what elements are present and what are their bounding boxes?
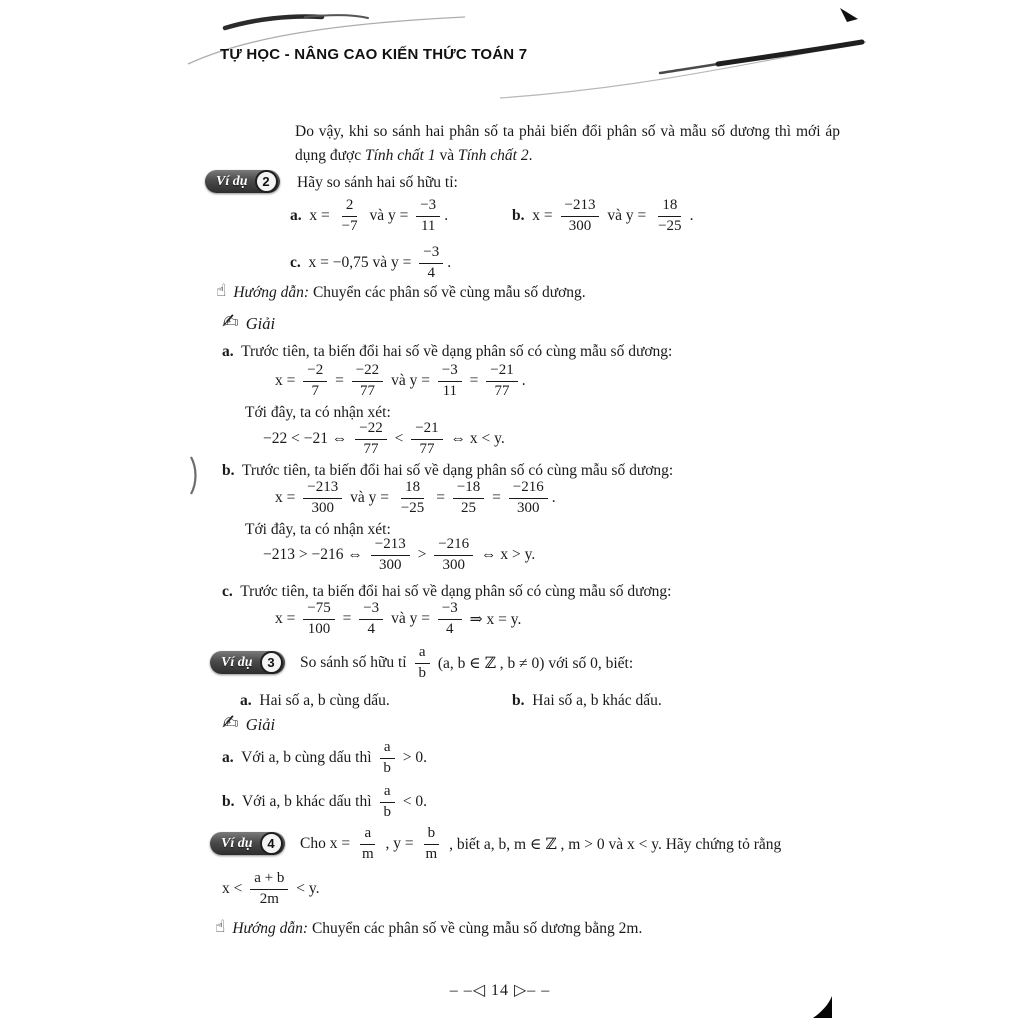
fraction: $\frac{-22}{77}$ — [355, 420, 386, 458]
solution2b-equation1: x = $\frac{-213}{300}$ và y = $\frac{18}{-25}$ = $\frac{-18}{25}$ = $\frac{-216}{300}$ . — [275, 479, 556, 516]
fraction: $\frac{-3}{4}$ — [359, 600, 383, 638]
example4-badge-label: Ví dụ — [221, 835, 253, 851]
solution2a-note: Tới đây, ta có nhận xét: — [245, 404, 391, 421]
intro-paragraph: Do vậy, khi so sánh hai phân số ta phải biến đổi phân số và mẫu số dương thì mới áp dụng được Tính chất 1 và Tính chất 2. — [295, 123, 840, 164]
scan-mark-top-right — [840, 8, 858, 22]
fraction: $\frac{a + b}{2m}$ — [250, 870, 288, 908]
example2-badge — [205, 170, 280, 193]
example3-prompt: So sánh số hữu tỉ $\frac{a}{b}$ (a, b ∈ ℤ , b ≠ 0) với số 0, biết: — [300, 644, 634, 681]
fraction: $\frac{-2}{7}$ — [303, 362, 327, 400]
fraction: $\frac{-3}{11}$ — [416, 197, 440, 235]
fraction: $\frac{-3}{4}$ — [419, 244, 443, 282]
page-curl-mark — [191, 457, 196, 494]
scan-smudge-top-right-mid — [660, 53, 785, 73]
fraction: $\frac{-22}{77}$ — [352, 362, 383, 400]
solve1-row — [222, 309, 276, 334]
solution2c-equation1: x = $\frac{-75}{100}$ = $\frac{-3}{4}$ và y = $\frac{-3}{4}$ ⇒ x = y. — [275, 600, 522, 637]
example4-equation: x < $\frac{a + b}{2m}$ < y. — [222, 870, 320, 907]
page-number-footer: – –◁ 14 ▷– – — [449, 982, 551, 999]
example2-item-a: a. x = $\frac{2}{-7}$ và y = $\frac{-3}{11}$ . — [290, 197, 449, 234]
scan-smudge-top-left-dark — [225, 16, 322, 28]
guide1-row — [216, 281, 586, 302]
example4-badge — [210, 832, 285, 855]
example3-item-b: b. Hai số a, b khác dấu. — [512, 692, 662, 709]
fraction: $\frac{-3}{11}$ — [438, 362, 462, 400]
fraction: $\frac{18}{-25}$ — [400, 479, 425, 516]
example2-item-b: b. x = $\frac{-213}{300}$ và y = $\frac{18}{-25}$ . — [512, 197, 694, 234]
scan-smudge-top-right — [500, 42, 866, 98]
fraction: $\frac{2}{-7}$ — [341, 197, 358, 234]
fraction: $\frac{-75}{100}$ — [303, 600, 334, 638]
fraction: $\frac{-18}{25}$ — [453, 479, 484, 517]
example2-badge-label: Ví dụ — [216, 173, 248, 189]
example4-badge-number: 4 — [260, 832, 283, 855]
example2-prompt: Hãy so sánh hai số hữu tỉ: — [297, 174, 458, 191]
fraction: $\frac{a}{b}$ — [379, 739, 395, 777]
solution3a: a. Với a, b cùng dấu thì $\frac{a}{b}$ > 0. — [222, 739, 428, 776]
fraction: $\frac{-213}{300}$ — [303, 479, 342, 517]
solution2c-intro: c. Trước tiên, ta biến đổi hai số về dạng phân số có cùng mẫu số dương: — [222, 583, 672, 600]
fraction: $\frac{-21}{77}$ — [486, 362, 517, 400]
fraction: $\frac{-213}{300}$ — [371, 536, 410, 574]
scan-smudge-top-left-tail — [305, 15, 368, 18]
example3-item-a: a. Hai số a, b cùng dấu. — [240, 692, 390, 709]
example2-badge-number: 2 — [255, 170, 278, 193]
solve2-row — [222, 710, 276, 735]
solution2a-equation2: −22 < −21 ⇔ $\frac{-22}{77}$ < $\frac{-21}{77}$ ⇔ x < y. — [263, 420, 505, 457]
fraction: $\frac{b}{m}$ — [425, 825, 438, 862]
guide2-text: Hướng dẫn: Chuyển các phân số về cùng mẫu số dương bằng 2m. — [232, 920, 643, 937]
page-header-title: TỰ HỌC - NÂNG CAO KIẾN THỨC TOÁN 7 — [220, 46, 528, 63]
example2-item-c: c. x = −0,75 và y = $\frac{-3}{4}$ . — [290, 244, 452, 281]
fraction: $\frac{-3}{4}$ — [438, 600, 462, 638]
fraction: $\frac{-216}{300}$ — [434, 536, 473, 574]
solution2a-equation1: x = $\frac{-2}{7}$ = $\frac{-22}{77}$ và y = $\frac{-3}{11}$ = $\frac{-21}{77}$ . — [275, 362, 526, 399]
pointing-hand-icon: ☝ — [216, 281, 227, 301]
fraction: $\frac{-21}{77}$ — [411, 420, 442, 458]
scan-smudge-top-right-dark — [718, 42, 862, 64]
guide1-text: Hướng dẫn: Chuyển các phân số về cùng mẫu số dương. — [233, 284, 586, 301]
fraction: $\frac{18}{-25}$ — [658, 197, 682, 234]
solution2b-note: Tới đây, ta có nhận xét: — [245, 521, 391, 538]
guide2-row — [215, 917, 643, 938]
fraction: $\frac{-213}{300}$ — [561, 197, 600, 235]
solution2b-equation2: −213 > −216 ⇔ $\frac{-213}{300}$ > $\frac{-216}{300}$ ⇔ x > y. — [263, 536, 536, 573]
solve1-label: Giải — [245, 314, 276, 333]
example3-badge — [210, 651, 285, 674]
solution2b-intro: b. Trước tiên, ta biến đổi hai số về dạng phân số có cùng mẫu số dương: — [222, 462, 674, 479]
writing-pen-icon: ✍ — [222, 710, 239, 734]
example3-badge-label: Ví dụ — [221, 654, 253, 670]
fraction: $\frac{a}{b}$ — [379, 783, 395, 821]
fraction: $\frac{a}{m}$ — [361, 825, 374, 862]
writing-pen-icon: ✍ — [222, 309, 239, 333]
solution2a-intro: a. Trước tiên, ta biến đổi hai số về dạng phân số có cùng mẫu số dương: — [222, 343, 673, 360]
fraction: $\frac{-216}{300}$ — [509, 479, 548, 517]
solution3b: b. Với a, b khác dấu thì $\frac{a}{b}$ < 0. — [222, 783, 428, 820]
pointing-hand-icon: ☝ — [215, 917, 226, 937]
example3-badge-number: 3 — [260, 651, 283, 674]
fraction: $\frac{a}{b}$ — [414, 644, 430, 682]
solve2-label: Giải — [245, 715, 276, 734]
scan-corner-mark-bottom-right — [813, 996, 832, 1018]
example4-prompt: Cho x = $\frac{a}{m}$ , y = $\frac{b}{m}$ , biết a, b, m ∈ ℤ , m > 0 và x < y. Hãy chứng tỏ rằng — [300, 825, 782, 862]
